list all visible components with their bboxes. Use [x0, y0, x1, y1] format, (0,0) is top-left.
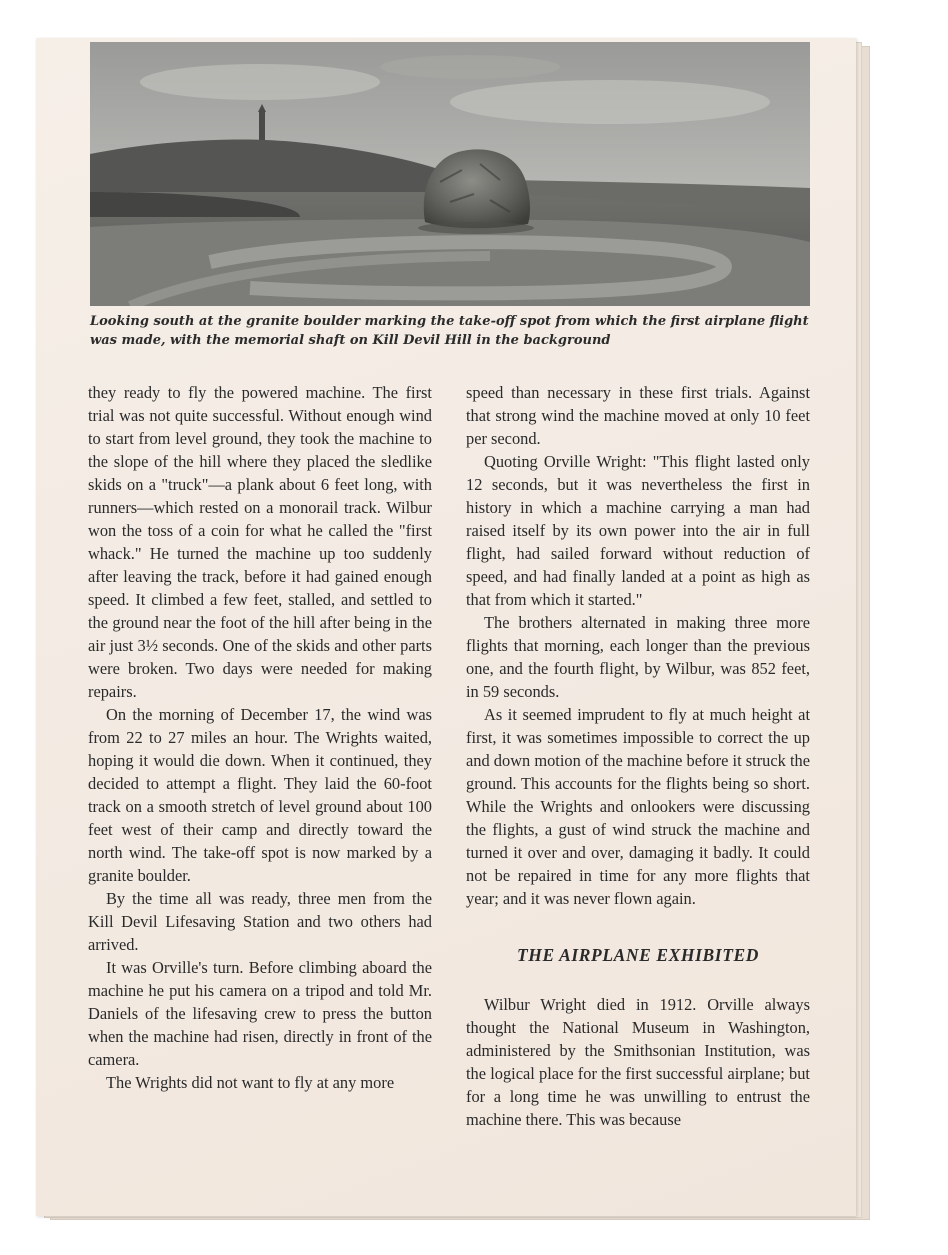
photo-caption: Looking south at the granite boulder marking the take-off spot from which the first airplane flight was made, with the memorial shaft on Kill Devil Hill in the background: [90, 314, 809, 348]
photo: [90, 42, 810, 306]
paragraph: It was Orville's turn. Before climbing aboard the machine he put his camera on a tripod and told Mr. Daniels of the lifesaving crew to press the button when the machine had risen, directly in front of the camera.: [88, 958, 432, 1069]
paragraph: The brothers alternated in making three more flights that morning, each longer than the previous one, and the fourth flight, by Wilbur, was 852 feet, in 59 seconds.: [466, 613, 810, 701]
paragraph: The Wrights did not want to fly at any more: [106, 1073, 395, 1092]
right-column: [466, 381, 810, 1131]
paragraph: they ready to fly the powered machine. The first trial was not quite successful. Without enough wind to start from level ground, they took the machine to the slope of the hill where they placed the sledlike skids on a "truck"—a plank about 6 feet long, with runners—which rested on a monorail track. Wilbur won the toss of a coin for what he called the "first whack." He turned the machine up too suddenly after leaving the track, before it had gained enough speed. It climbed a few feet, stalled, and settled to the ground near the foot of the hill after being in the air just 3½ seconds. One of the skids and other parts were broken. Two days were needed for making repairs.: [88, 383, 432, 701]
book-page: [36, 38, 856, 1216]
paragraph: On the morning of December 17, the wind was from 22 to 27 miles an hour. The Wrights waited, hoping it would die down. When it continued, they decided to attempt a flight. They laid the 60-foot track on a smooth stretch of level ground about 100 feet west of their camp and directly toward the north wind. The take-off spot is now marked by a granite boulder.: [88, 705, 432, 885]
left-column: [88, 381, 432, 1094]
paragraph: Wilbur Wright died in 1912. Orville always thought the National Museum in Washington, administered by the Smithsonian Institution, was the logical place for the first successful airplane; but for a long time he was unwilling to entrust the machine there. This was because: [466, 995, 810, 1129]
section-heading: THE AIRPLANE EXHIBITED: [516, 945, 760, 965]
paragraph: Quoting Orville Wright: "This flight lasted only 12 seconds, but it was nevertheless the first in history in which a machine carrying a man had raised itself by its own power into the air in full flight, had sailed forward without reduction of speed, and had finally landed at a point as high as that from which it started.": [466, 452, 810, 609]
boulder-landscape-photo-icon: [90, 42, 810, 306]
paragraph: As it seemed imprudent to fly at much height at first, it was sometimes impossible to correct the up and down motion of the machine before it struck the ground. This accounts for the flights being so short. While the Wrights and onlookers were discussing the flights, a gust of wind struck the machine and turned it over and over, damaging it badly. It could not be repaired in time for any more flights that year; and it was never flown again.: [466, 705, 810, 908]
paragraph: By the time all was ready, three men from the Kill Devil Lifesaving Station and two others had arrived.: [88, 889, 432, 954]
paragraph: speed than necessary in these first trials. Against that strong wind the machine moved at only 10 feet per second.: [466, 383, 810, 448]
